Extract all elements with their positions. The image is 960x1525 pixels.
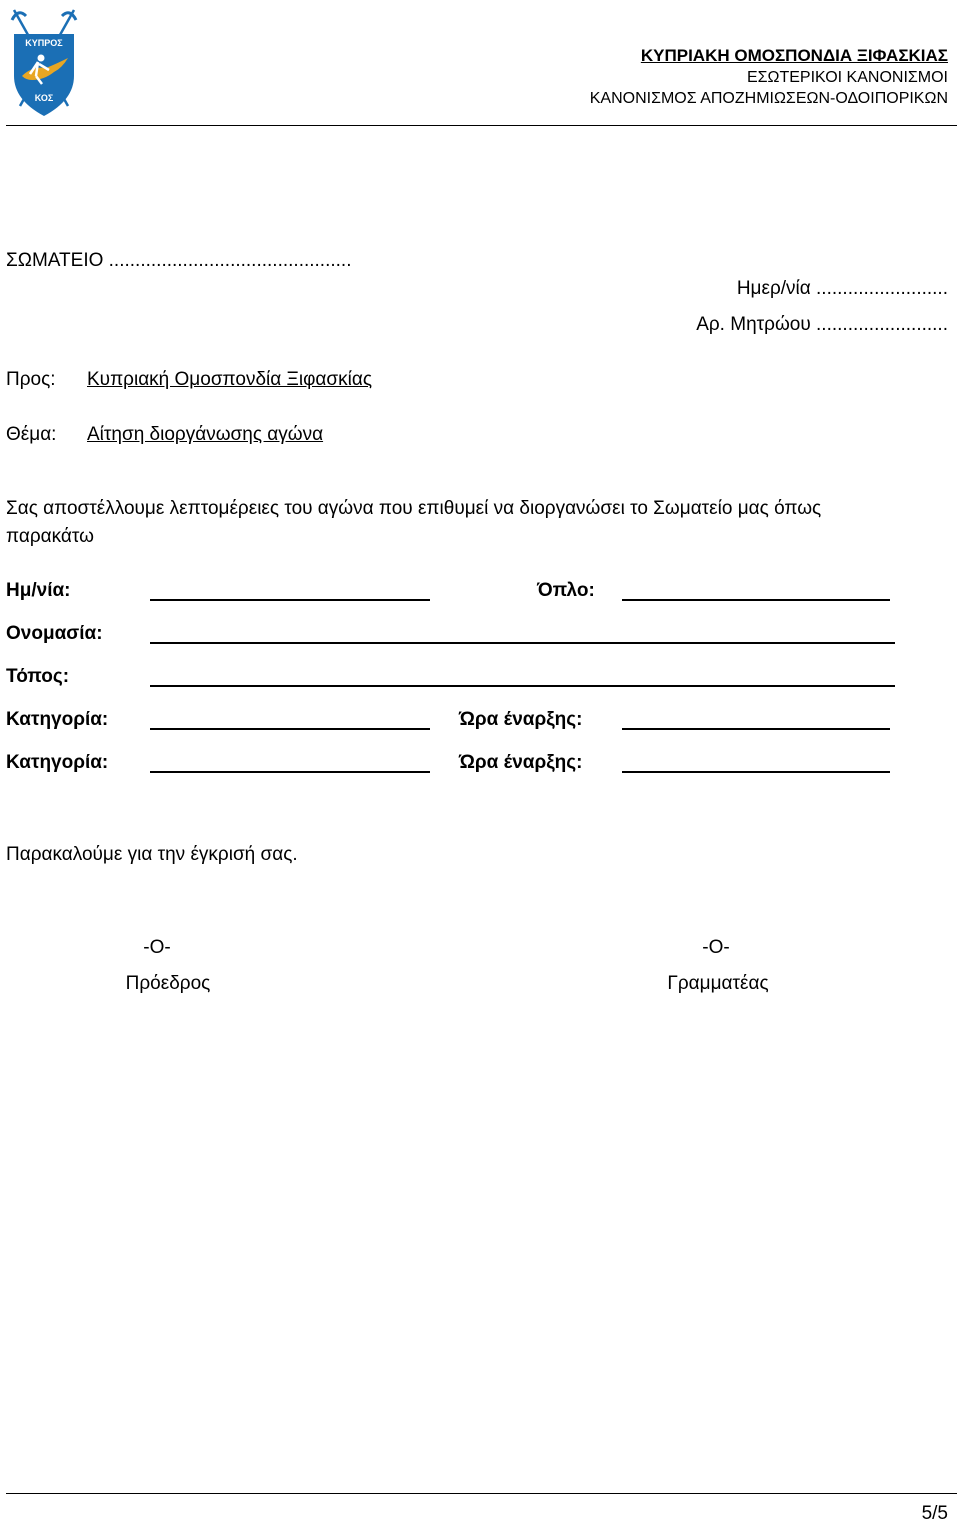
header-divider	[6, 125, 957, 126]
place-field-label: Τόπος:	[6, 666, 70, 687]
start-time-1-line	[622, 728, 890, 730]
to-value: Κυπριακή Ομοσπονδία Ξιφασκίας	[87, 369, 372, 390]
weapon-field-label: Όπλο:	[537, 580, 595, 601]
secretary-marker: -Ο-	[702, 937, 730, 958]
header-title: ΚΥΠΡΙΑΚΗ ΟΜΟΣΠΟΝΔΙΑ ΞΙΦΑΣΚΙΑΣ	[640, 46, 948, 65]
start-time-2-line	[622, 771, 890, 773]
header-subtitle-regulation: ΚΑΝΟΝΙΣΜΟΣ ΑΠΟΖΗΜΙΩΣΕΩΝ-ΟΔΟΙΠΟΡΙΚΩΝ	[589, 90, 948, 107]
logo-text-top: ΚΥΠΡΟΣ	[25, 38, 63, 48]
category-2-label: Κατηγορία:	[6, 752, 109, 773]
president-title: Πρόεδρος	[125, 973, 211, 994]
page-number: 5/5	[921, 1503, 948, 1524]
footer-divider	[6, 1493, 957, 1494]
subject-value: Αίτηση διοργάνωσης αγώνα	[87, 424, 324, 445]
date-field-label: Ημ/νία:	[6, 580, 71, 601]
date-field-line	[150, 599, 430, 601]
fencing-crest-icon	[8, 6, 80, 122]
weapon-field-line	[622, 599, 890, 601]
category-1-label: Κατηγορία:	[6, 709, 109, 730]
approval-request: Παρακαλούμε για την έγκρισή σας.	[6, 844, 298, 865]
header-subtitle-rules: ΕΣΩΤΕΡΙΚΟΙ ΚΑΝΟΝΙΣΜΟΙ	[746, 69, 948, 86]
body-text-line-2: παρακάτω	[6, 526, 94, 547]
start-time-1-label: Ώρα έναρξης:	[459, 709, 583, 730]
place-field-line	[150, 685, 895, 687]
to-label: Προς:	[6, 369, 56, 390]
start-time-2-label: Ώρα έναρξης:	[459, 752, 583, 773]
secretary-title: Γραμματέας	[667, 973, 769, 994]
subject-label: Θέμα:	[6, 424, 57, 445]
club-line: ΣΩΜΑΤΕΙΟ ..............................................	[6, 250, 352, 271]
category-2-line	[150, 771, 430, 773]
registry-number-line: Αρ. Μητρώου .........................	[696, 314, 948, 335]
category-1-line	[150, 728, 430, 730]
logo-text-bottom: ΚΟΣ	[34, 93, 54, 103]
body-text-line-1: Σας αποστέλλουμε λεπτομέρειες του αγώνα που επιθυμεί να διοργανώσει το Σωματείο μας όπως	[6, 498, 822, 519]
name-field-label: Ονομασία:	[6, 623, 103, 644]
president-marker: -Ο-	[143, 937, 171, 958]
name-field-line	[150, 642, 895, 644]
federation-logo	[8, 6, 80, 122]
date-line: Ημερ/νία .........................	[736, 278, 948, 299]
